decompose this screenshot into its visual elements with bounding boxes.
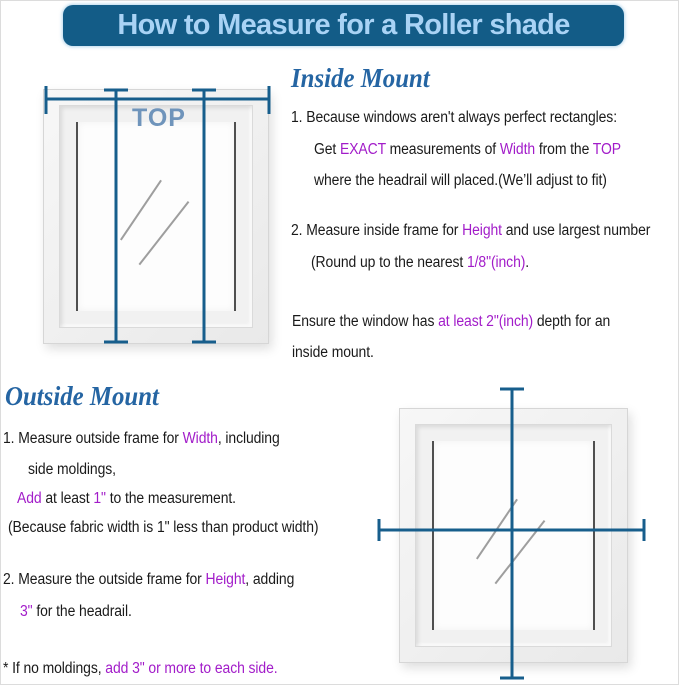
inside-mount-heading: Inside Mount (291, 63, 430, 93)
instruction-line: 3" for the headrail. (20, 603, 132, 620)
instruction-line: Ensure the window has at least 2"(inch) depth for an (292, 313, 611, 330)
instruction-line: (Because fabric width is 1" less than product width) (8, 519, 319, 536)
instruction-line: 2. Measure inside frame for Height and use largest number (291, 222, 651, 239)
instruction-line: (Round up to the nearest 1/8"(inch). (311, 254, 530, 271)
page-title: How to Measure for a Roller shade (117, 9, 570, 41)
glass-reflection-line (120, 180, 162, 241)
instruction-line: 2. Measure the outside frame for Height, adding (3, 571, 295, 588)
glass-reflection-line (476, 499, 518, 560)
window-glass (432, 441, 595, 630)
glass-reflection-line (139, 201, 189, 265)
instruction-line: 1. Measure outside frame for Width, including (3, 430, 280, 447)
outside-mount-window-illustration (399, 408, 628, 663)
instruction-line: Add at least 1" to the measurement. (17, 490, 236, 507)
instruction-line: inside mount. (292, 344, 374, 361)
title-banner (63, 5, 624, 46)
top-edge-label: TOP (132, 104, 186, 132)
instruction-line: Get EXACT measurements of Width from the TOP (314, 141, 621, 158)
instruction-line: 1. Because windows aren't always perfect rectangles: (291, 109, 617, 126)
window-glass (76, 122, 236, 311)
instruction-line: where the headrail will placed.(We’ll adjust to fit) (314, 172, 607, 189)
glass-reflection-line (495, 520, 545, 584)
instruction-line: side moldings, (28, 461, 116, 478)
outside-mount-heading: Outside Mount (5, 381, 159, 411)
instruction-line: * If no moldings, add 3" or more to each side. (3, 660, 278, 677)
